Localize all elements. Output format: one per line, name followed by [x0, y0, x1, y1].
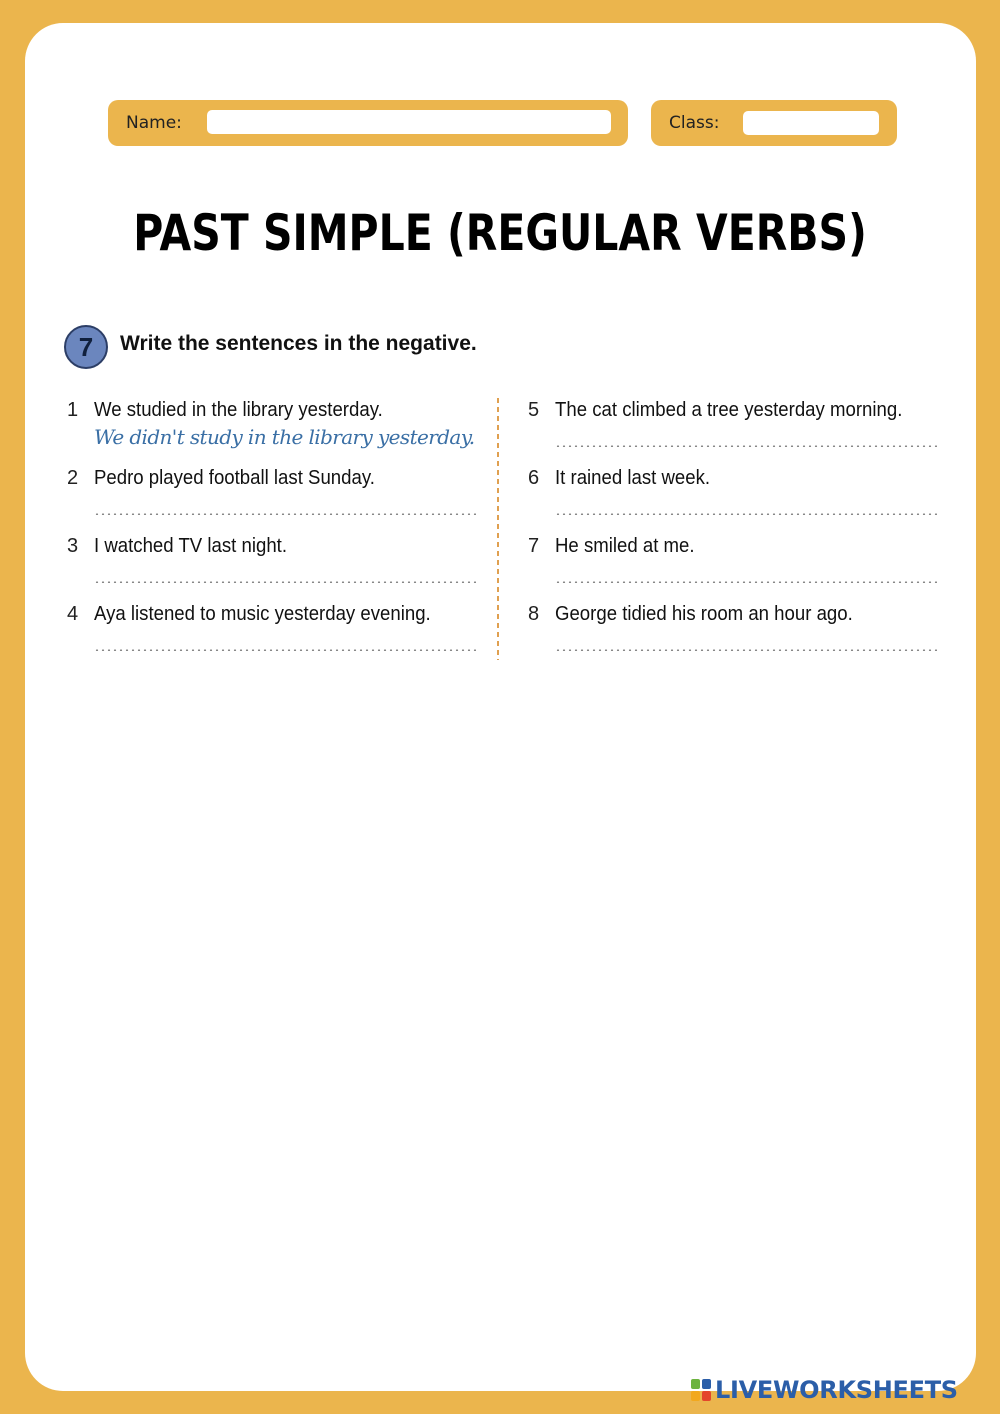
- item-number: 3: [67, 535, 79, 557]
- item-sentence: George tidied his room an hour ago.: [555, 603, 853, 625]
- class-bar: [651, 100, 897, 146]
- logo-square: [702, 1391, 711, 1401]
- answer-line[interactable]: [555, 581, 937, 583]
- item-sentence: Aya listened to music yesterday evening.: [94, 603, 431, 625]
- item-sentence: We studied in the library yesterday.: [94, 399, 383, 421]
- name-bar: [108, 100, 628, 146]
- item-number: 6: [528, 467, 540, 489]
- liveworksheets-logo-icon: [691, 1379, 711, 1401]
- exercise-number-badge: 7: [64, 325, 108, 369]
- item-number: 1: [67, 399, 79, 421]
- item-sentence: Pedro played football last Sunday.: [94, 467, 375, 489]
- answer-line[interactable]: [555, 649, 937, 651]
- class-input[interactable]: [743, 111, 879, 135]
- item-number: 8: [528, 603, 540, 625]
- item-number: 4: [67, 603, 79, 625]
- item-sentence: The cat climbed a tree yesterday morning.: [555, 399, 903, 421]
- answer-line[interactable]: [555, 445, 937, 447]
- exercise-instruction: Write the sentences in the negative.: [120, 332, 477, 355]
- item-number: 5: [528, 399, 540, 421]
- liveworksheets-logo[interactable]: [691, 1376, 958, 1404]
- answer-line[interactable]: [94, 513, 476, 515]
- item-number: 2: [67, 467, 79, 489]
- logo-square: [702, 1379, 711, 1389]
- logo-square: [691, 1391, 700, 1401]
- item-sentence: He smiled at me.: [555, 535, 695, 557]
- logo-text: LIVEWORKSHEETS: [715, 1376, 958, 1404]
- item-answer: We didn't study in the library yesterday.: [94, 425, 475, 449]
- item-sentence: I watched TV last night.: [94, 535, 288, 557]
- name-input[interactable]: [207, 110, 611, 134]
- page-title: PAST SIMPLE (REGULAR VERBS): [133, 204, 867, 262]
- item-sentence: It rained last week.: [555, 467, 711, 489]
- item-number: 7: [528, 535, 540, 557]
- answer-line[interactable]: [555, 513, 937, 515]
- column-divider: [497, 398, 499, 660]
- logo-square: [691, 1379, 700, 1389]
- class-label: Class:: [669, 113, 720, 133]
- answer-line[interactable]: [94, 581, 476, 583]
- name-label: Name:: [126, 113, 182, 133]
- answer-line[interactable]: [94, 649, 476, 651]
